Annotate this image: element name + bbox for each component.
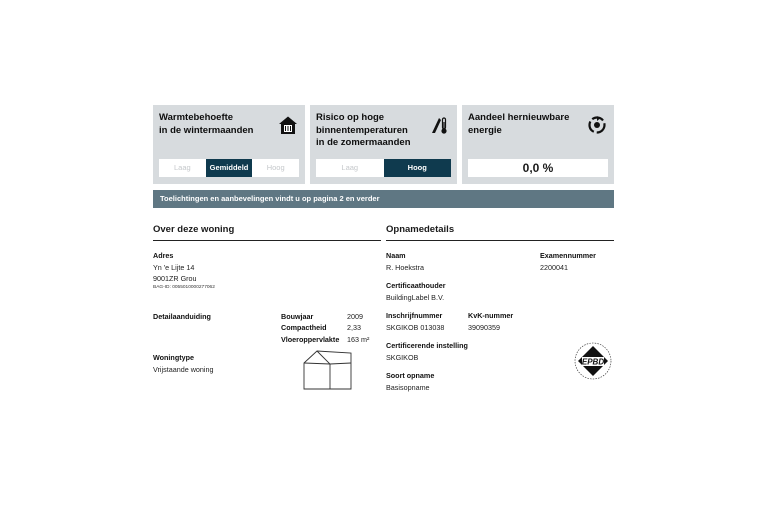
instelling-label: Certificerende instelling <box>386 341 468 350</box>
renewable-share-value: 0,0 % <box>468 159 608 177</box>
heat-demand-card <box>153 105 305 184</box>
house-heating-icon <box>278 115 298 135</box>
certificaathouder-label: Certificaathouder <box>386 281 446 290</box>
naam-value: R. Hoekstra <box>386 263 424 272</box>
woningtype-value: Vrijstaande woning <box>153 365 214 374</box>
overheating-risk-card <box>310 105 457 184</box>
section-divider <box>386 240 614 241</box>
section-title-opname: Opnamedetails <box>386 224 455 235</box>
thermometer-sun-icon <box>430 115 450 135</box>
scale-option-gemiddeld: Gemiddeld <box>206 159 253 177</box>
inschrijfnummer-label: Inschrijfnummer <box>386 311 443 320</box>
bag-id: BAG-ID: 0055010000277062 <box>153 285 215 290</box>
inschrijfnummer-value: SKGIKOB 013038 <box>386 323 445 332</box>
compactheid-label: Compactheid <box>281 323 327 332</box>
scale-option-laag: Laag <box>159 159 206 177</box>
section-divider <box>153 240 381 241</box>
vloeroppervlakte-label: Vloeroppervlakte <box>281 335 340 344</box>
overheating-risk-title: Risico op hoge binnentemperaturen in de zomermaanden <box>316 112 411 148</box>
adres-line1: Yn 'e Lijte 14 <box>153 263 195 272</box>
examennummer-label: Examennummer <box>540 251 596 260</box>
info-banner: Toelichtingen en aanbevelingen vindt u op pagina 2 en verder <box>153 190 614 208</box>
detached-house-icon <box>303 349 353 391</box>
renewable-cycle-icon <box>587 115 607 135</box>
heat-demand-scale <box>159 159 299 177</box>
adres-line2: 9001ZR Grou <box>153 274 197 283</box>
vloeroppervlakte-value: 163 m² <box>347 335 370 344</box>
soort-opname-value: Basisopname <box>386 383 430 392</box>
section-title-woning: Over deze woning <box>153 224 235 235</box>
epbd-logo-text: EPBD <box>581 357 605 367</box>
renewable-share-card <box>462 105 614 184</box>
soort-opname-label: Soort opname <box>386 371 435 380</box>
compactheid-value: 2,33 <box>347 323 361 332</box>
epbd-logo <box>573 341 613 381</box>
renewable-share-title: Aandeel hernieuwbare energie <box>468 112 570 136</box>
naam-label: Naam <box>386 251 406 260</box>
overheating-risk-scale <box>316 159 451 177</box>
instelling-value: SKGIKOB <box>386 353 419 362</box>
detail-label: Detailaanduiding <box>153 312 211 321</box>
kvk-label: KvK-nummer <box>468 311 514 320</box>
bouwjaar-value: 2009 <box>347 312 363 321</box>
adres-label: Adres <box>153 251 174 260</box>
scale-option-hoog: Hoog <box>384 159 452 177</box>
certificaathouder-value: BuildingLabel B.V. <box>386 293 445 302</box>
heat-demand-title: Warmtebehoefte in de wintermaanden <box>159 112 254 136</box>
bouwjaar-label: Bouwjaar <box>281 312 314 321</box>
examennummer-value: 2200041 <box>540 263 568 272</box>
kvk-value: 39090359 <box>468 323 500 332</box>
scale-option-laag: Laag <box>316 159 384 177</box>
scale-option-hoog: Hoog <box>252 159 299 177</box>
woningtype-label: Woningtype <box>153 353 194 362</box>
